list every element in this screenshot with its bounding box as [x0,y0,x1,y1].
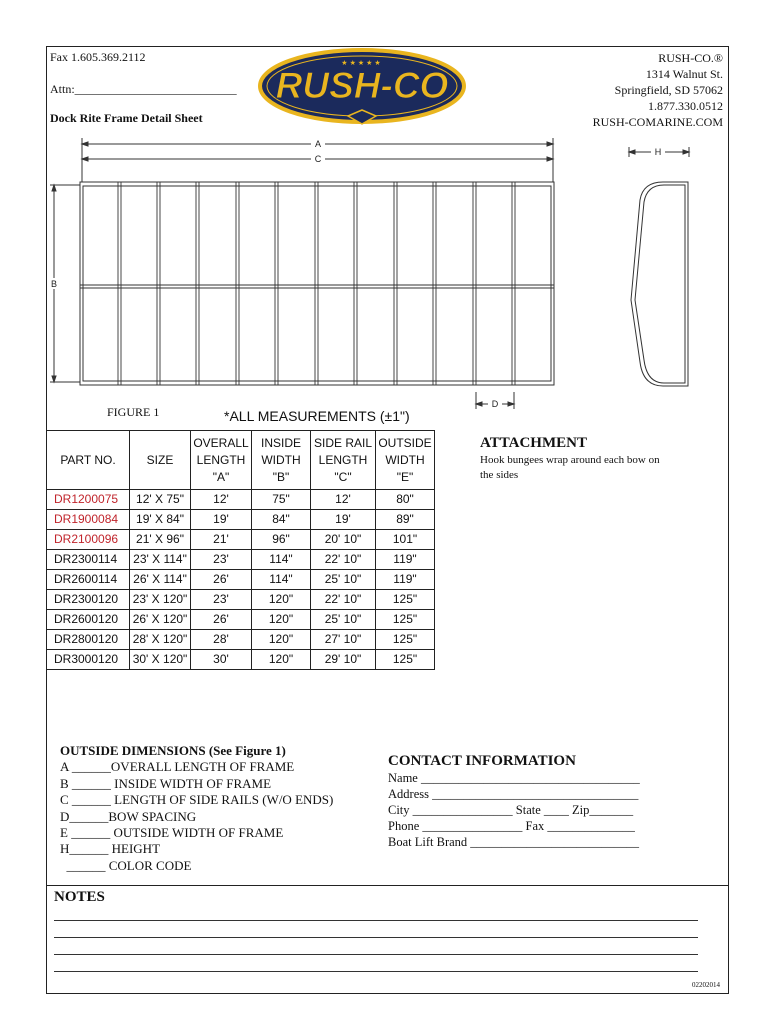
table-body [47,490,435,670]
dim-label-h: H [654,147,662,157]
size-cell: 19' X 84" [130,510,191,530]
contact-title: CONTACT INFORMATION [388,753,576,769]
company-city: Springfield, SD 57062 [614,83,723,97]
notes-line[interactable] [54,954,698,955]
notes-section [46,885,729,994]
part-number-cell: DR2300114 [47,550,130,570]
table-row [47,590,435,610]
side-rail-length-cell: 25' 10" [311,570,376,590]
dim-line-a[interactable]: A ______OVERALL LENGTH OF FRAME [60,759,295,775]
col-inside-width: INSIDE WIDTH "B" [252,431,311,490]
outside-width-cell: 125" [376,630,435,650]
table-row [47,510,435,530]
attn-field[interactable]: Attn:___________________________ [50,82,237,96]
size-cell: 28' X 120" [130,630,191,650]
size-cell: 12' X 75" [130,490,191,510]
notes-line[interactable] [54,937,698,938]
parts-table [46,430,435,670]
size-cell: 30' X 120" [130,650,191,670]
outside-width-cell: 80" [376,490,435,510]
inside-width-cell: 120" [252,650,311,670]
side-rail-length-cell: 22' 10" [311,550,376,570]
inside-width-cell: 114" [252,550,311,570]
outside-dimensions [60,743,333,874]
part-number-cell: DR2100096 [47,530,130,550]
sheet-title: Dock Rite Frame Detail Sheet [50,111,203,125]
company-name: RUSH-CO.® [658,51,723,65]
inside-width-cell: 114" [252,570,311,590]
outside-width-cell: 101" [376,530,435,550]
inside-width-cell: 75" [252,490,311,510]
table-row [47,550,435,570]
dim-line-h[interactable]: H______ HEIGHT [60,841,161,857]
frame-drawing [0,0,770,420]
part-number-cell: DR1200075 [47,490,130,510]
outside-width-cell: 89" [376,510,435,530]
dim-line-b[interactable]: B ______ INSIDE WIDTH OF FRAME [60,775,272,791]
side-rail-length-cell: 22' 10" [311,590,376,610]
contact-boat-lift-brand-field[interactable]: Boat Lift Brand ___________________________ [388,835,640,849]
side-rail-length-cell: 19' [311,510,376,530]
attachment-title: ATTACHMENT [480,435,587,451]
part-number-cell: DR2600120 [47,610,130,630]
company-web: RUSH-COMARINE.COM [592,115,723,129]
logo-text: RUSH-CO [275,65,449,106]
part-number-cell: DR2600114 [47,570,130,590]
dim-label-c: C [314,154,322,164]
part-number-cell: DR3000120 [47,650,130,670]
attachment-text: Hook bungees wrap around each bow on the sides [480,454,660,481]
side-rail-length-cell: 20' 10" [311,530,376,550]
side-rail-length-cell: 27' 10" [311,630,376,650]
side-rail-length-cell: 12' [311,490,376,510]
figure-label: FIGURE 1 [107,405,160,419]
part-number-cell: DR2800120 [47,630,130,650]
contact-information [388,752,640,850]
table-row [47,650,435,670]
table-row [47,570,435,590]
dim-line-c[interactable]: C ______ LENGTH OF SIDE RAILS (W/O ENDS) [60,792,334,808]
side-rail-length-cell: 29' 10" [311,650,376,670]
notes-title: NOTES [54,889,105,905]
contact-phone-fax-field[interactable]: Phone ________________ Fax ______________ [388,819,635,833]
logo-stars: ★★★★★ [341,59,383,67]
size-cell: 23' X 120" [130,590,191,610]
overall-length-cell: 23' [191,590,252,610]
table-row [47,530,435,550]
overall-length-cell: 26' [191,610,252,630]
col-outside-width: OUTSIDE WIDTH "E" [376,431,435,490]
fax-number: Fax 1.605.369.2112 [50,50,146,64]
table-row [47,610,435,630]
col-overall-length: OVERALL LENGTH "A" [191,431,252,490]
overall-length-cell: 12' [191,490,252,510]
outside-width-cell: 119" [376,550,435,570]
inside-width-cell: 96" [252,530,311,550]
outside-width-cell: 125" [376,650,435,670]
dim-label-d: D [491,399,499,409]
part-number-cell: DR2300120 [47,590,130,610]
size-cell: 23' X 114" [130,550,191,570]
measurements-note: *ALL MEASUREMENTS (±1") [224,408,410,424]
size-cell: 26' X 114" [130,570,191,590]
inside-width-cell: 120" [252,630,311,650]
overall-length-cell: 23' [191,550,252,570]
side-rail-length-cell: 25' 10" [311,610,376,630]
overall-length-cell: 28' [191,630,252,650]
dim-line-d[interactable]: D______BOW SPACING [60,808,197,824]
outside-width-cell: 119" [376,570,435,590]
overall-length-cell: 26' [191,570,252,590]
notes-line[interactable] [54,920,698,921]
company-phone: 1.877.330.0512 [648,99,723,113]
notes-line[interactable] [54,971,698,972]
col-side-rail-length: SIDE RAIL LENGTH "C" [311,431,376,490]
outside-width-cell: 125" [376,590,435,610]
document-number: 02202014 [692,981,720,989]
dim-label-b: B [50,279,58,289]
contact-name-field[interactable]: Name ___________________________________ [388,771,640,785]
dim-line-color[interactable]: ______ COLOR CODE [60,857,192,873]
contact-city-state-zip-field[interactable]: City ________________ State ____ Zip_______ [388,803,634,817]
outside-width-cell: 125" [376,610,435,630]
table-row [47,630,435,650]
table-header-row [47,431,435,490]
overall-length-cell: 21' [191,530,252,550]
inside-width-cell: 84" [252,510,311,530]
overall-length-cell: 30' [191,650,252,670]
size-cell: 21' X 96" [130,530,191,550]
inside-width-cell: 120" [252,610,311,630]
table-row [47,490,435,510]
size-cell: 26' X 120" [130,610,191,630]
part-number-cell: DR1900084 [47,510,130,530]
contact-address-field[interactable]: Address _________________________________ [388,787,639,801]
overall-length-cell: 19' [191,510,252,530]
col-part-no: PART NO. [47,431,130,490]
company-street: 1314 Walnut St. [645,67,723,81]
outside-dimensions-title: OUTSIDE DIMENSIONS (See Figure 1) [60,743,286,758]
dim-label-a: A [314,139,322,149]
col-size: SIZE [130,431,191,490]
dim-line-e[interactable]: E ______ OUTSIDE WIDTH OF FRAME [60,825,284,841]
inside-width-cell: 120" [252,590,311,610]
